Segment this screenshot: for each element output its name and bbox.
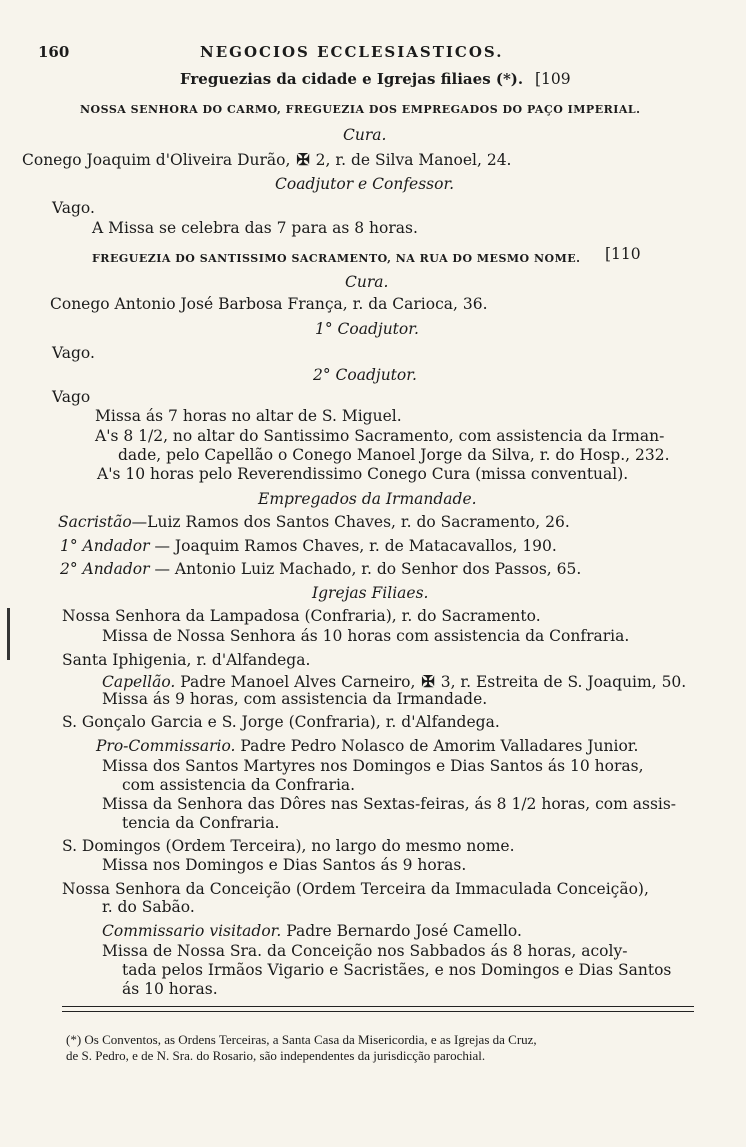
church-entry: Santa Iphigenia, r. d'Alfandega. xyxy=(62,651,311,669)
church-address: r. do Sabão. xyxy=(102,898,195,916)
parish-heading: NOSSA SENHORA DO CARMO, FREGUEZIA DOS EMPREGADOS DO PAÇO IMPERIAL. xyxy=(80,103,641,116)
page-number: 160 xyxy=(38,43,70,61)
mass-schedule: Missa da Senhora das Dôres nas Sextas-feiras, ás 8 1/2 horas, com assis- xyxy=(102,795,677,813)
section-number: [110 xyxy=(605,245,641,263)
church-entry: S. Domingos (Ordem Terceira), no largo do mesmo nome. xyxy=(62,837,515,855)
mass-schedule: Missa de Nossa Senhora ás 10 horas com assistencia da Confraria. xyxy=(102,627,630,645)
staff-entry xyxy=(58,513,570,532)
role-title: Empregados da Irmandade. xyxy=(258,490,477,508)
staff-role: Commissario visitador. xyxy=(102,922,282,940)
mass-schedule: Missa ás 7 horas no altar de S. Miguel. xyxy=(95,407,402,425)
section-title: Freguezias da cidade e Igrejas filiaes (*). xyxy=(180,70,524,88)
footnote-rule xyxy=(62,1006,694,1007)
staff-role: Sacristão xyxy=(58,513,132,531)
staff-address: 3, r. Estreita de S. Joaquim, 50. xyxy=(440,673,687,691)
mass-schedule: ás 10 horas. xyxy=(122,980,218,998)
vacant-text: Vago xyxy=(52,388,91,406)
cura-entry xyxy=(22,150,512,170)
staff-detail: Padre Pedro Nolasco de Amorim Valladares Junior. xyxy=(240,737,639,755)
role-title: 2° Coadjutor. xyxy=(313,366,417,384)
staff-detail: Padre Bernardo José Camello. xyxy=(286,922,522,940)
role-title: Coadjutor e Confessor. xyxy=(275,175,455,193)
mass-schedule: tencia da Confraria. xyxy=(122,814,280,832)
church-entry: Nossa Senhora da Conceição (Ordem Terceira da Immaculada Conceição), xyxy=(62,880,649,898)
mass-schedule: com assistencia da Confraria. xyxy=(122,776,356,794)
chaplain-entry xyxy=(102,672,686,692)
footnote-rule xyxy=(62,1011,694,1012)
mass-schedule: Missa dos Santos Martyres nos Domingos e Dias Santos ás 10 horas, xyxy=(102,757,644,775)
staff-entry xyxy=(60,537,557,556)
mass-schedule: dade, pelo Capellão o Conego Manoel Jorge da Silva, r. do Hosp., 232. xyxy=(118,446,670,464)
staff-entry xyxy=(60,560,581,579)
staff-role: Pro-Commissario. xyxy=(96,737,236,755)
footnote-line: de S. Pedro, e de N. Sra. do Rosario, são independentes da jurisdicção parochial. xyxy=(66,1048,486,1063)
role-title: Cura. xyxy=(345,273,389,291)
mass-schedule: A's 10 horas pelo Reverendissimo Conego Cura (missa conventual). xyxy=(97,465,629,483)
vacant-text: Vago. xyxy=(52,199,95,217)
church-entry: Nossa Senhora da Lampadosa (Confraria), r. do Sacramento. xyxy=(62,607,541,625)
mass-schedule: A Missa se celebra das 7 para as 8 horas. xyxy=(92,219,418,237)
staff-detail: — Antonio Luiz Machado, r. do Senhor dos Passos, 65. xyxy=(154,560,582,578)
staff-role: Capellão. xyxy=(102,673,176,691)
staff-role: 2° Andador xyxy=(60,560,150,578)
vacant-text: Vago. xyxy=(52,344,95,362)
mass-schedule: A's 8 1/2, no altar do Santissimo Sacramento, com assistencia da Irman- xyxy=(95,427,665,445)
role-title: 1° Coadjutor. xyxy=(315,320,419,338)
running-head: NEGOCIOS ECCLESIASTICOS. xyxy=(200,43,504,61)
footnote-line: (*) Os Conventos, as Ordens Terceiras, a Santa Casa da Misericordia, e as Igrejas da Cruz, xyxy=(66,1032,537,1047)
role-title: Igrejas Filiaes. xyxy=(312,584,429,602)
commissioner-entry xyxy=(102,922,522,941)
mass-schedule: tada pelos Irmãos Vigario e Sacristães, e nos Domingos e Dias Santos xyxy=(122,961,672,979)
parish-heading: FREGUEZIA DO SANTISSIMO SACRAMENTO, NA RUA DO MESMO NOME. xyxy=(92,252,581,265)
section-number: [109 xyxy=(535,70,571,88)
staff-detail: —Luiz Ramos dos Santos Chaves, r. do Sacramento, 26. xyxy=(131,513,570,531)
staff-role: 1° Andador xyxy=(60,537,150,555)
cross-icon: ✠ xyxy=(296,150,310,169)
cura-entry: Conego Antonio José Barbosa França, r. da Carioca, 36. xyxy=(50,295,488,313)
margin-mark xyxy=(7,608,10,660)
mass-schedule: Missa nos Domingos e Dias Santos ás 9 horas. xyxy=(102,856,467,874)
mass-schedule: Missa de Nossa Sra. da Conceição nos Sabbados ás 8 horas, acoly- xyxy=(102,942,628,960)
cura-address: 2, r. de Silva Manoel, 24. xyxy=(315,151,512,169)
staff-detail: — Joaquim Ramos Chaves, r. de Matacavallos, 190. xyxy=(154,537,557,555)
role-title: Cura. xyxy=(343,126,387,144)
commissioner-entry xyxy=(96,737,638,756)
church-entry: S. Gonçalo Garcia e S. Jorge (Confraria), r. d'Alfandega. xyxy=(62,713,500,731)
staff-detail: Padre Manoel Alves Carneiro, xyxy=(180,673,416,691)
mass-schedule: Missa ás 9 horas, com assistencia da Irmandade. xyxy=(102,690,488,708)
cura-name: Conego Joaquim d'Oliveira Durão, xyxy=(22,151,291,169)
cross-icon: ✠ xyxy=(421,672,435,691)
